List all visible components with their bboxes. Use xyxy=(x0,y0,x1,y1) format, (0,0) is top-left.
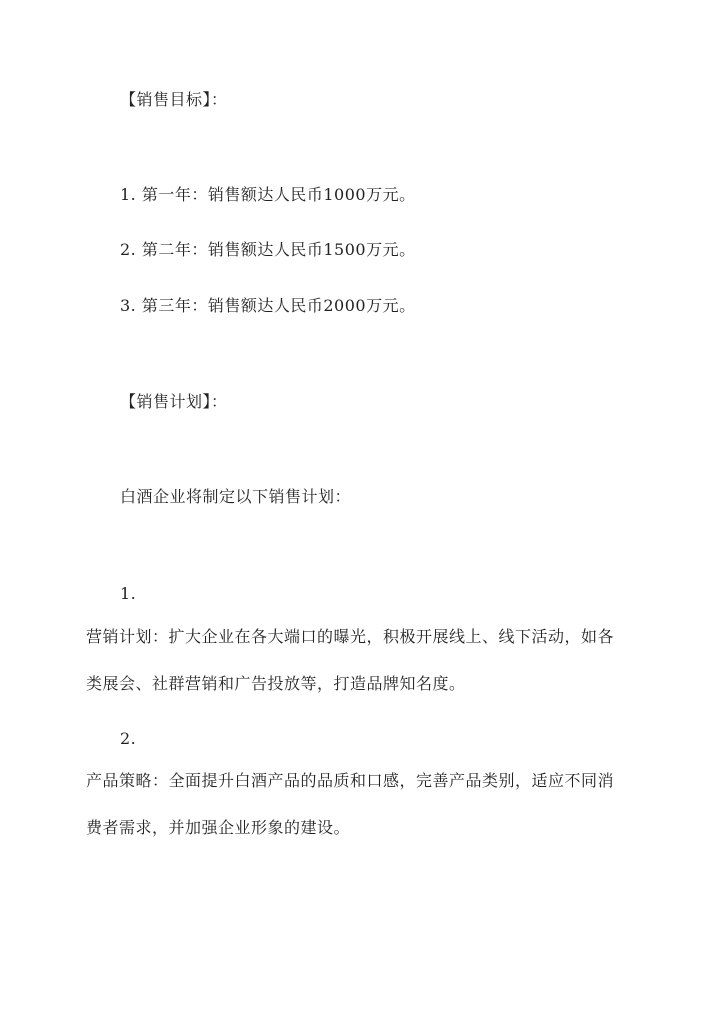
plan-point-text: 类展会、社群营销和广告投放等，打造品牌知名度。 xyxy=(86,674,466,693)
sales-target-heading: 【销售目标】： xyxy=(120,90,228,109)
sales-target-item: 1. 第一年：销售额达人民币1000万元。 xyxy=(120,185,416,204)
sales-target-item: 3. 第三年：销售额达人民币2000万元。 xyxy=(120,296,416,315)
plan-point-number: 1. xyxy=(120,584,137,603)
sales-plan-intro: 白酒企业将制定以下销售计划： xyxy=(120,487,352,506)
sales-plan-heading: 【销售计划】： xyxy=(120,392,228,411)
sales-target-item: 2. 第二年：销售额达人民币1500万元。 xyxy=(120,240,416,259)
plan-point-number: 2. xyxy=(120,729,137,748)
plan-point-text: 费者需求，并加强企业形象的建设。 xyxy=(86,818,351,837)
plan-point-text: 产品策略：全面提升白酒产品的品质和口感，完善产品类别，适应不同消 xyxy=(86,771,615,790)
plan-point-text: 营销计划：扩大企业在各大端口的曝光，积极开展线上、线下活动，如各 xyxy=(86,627,615,646)
